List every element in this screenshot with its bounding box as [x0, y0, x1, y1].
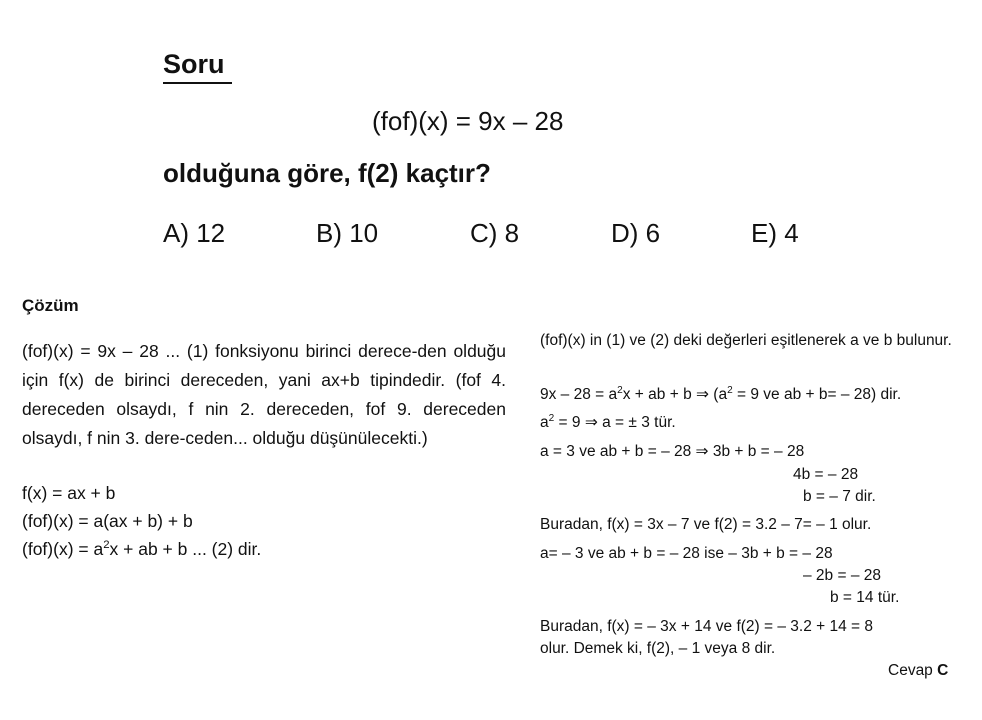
- option-e: E) 4: [751, 218, 799, 248]
- right-line-11: olur. Demek ki, f(2), – 1 veya 8 dir.: [540, 640, 776, 657]
- option-b: B) 10: [316, 218, 379, 248]
- solution-line-fof2: $(fof)(x) = a^2x$ + ab + b ... (2) dir.: [22, 539, 262, 559]
- right-line-4: 4b = – 28: [793, 466, 859, 483]
- option-a: A) 12: [163, 218, 226, 248]
- right-line-9: b = 14 tür.: [830, 589, 900, 606]
- solution-line-fof1: (fof)(x) = a(ax + b) + b: [22, 511, 193, 531]
- answer-letter: C: [937, 662, 949, 679]
- solution-label: Çözüm: [22, 296, 79, 315]
- answer: Cevap C: [888, 662, 949, 679]
- solution-paragraph: (fof)(x) = 9x – 28 ... (1) fonksiyonu birinci derece-den olduğu için f(x) de birinci dereceden, yani ax+b tipindedir. (fof 4. dereceden olsaydı, f nin 2. dereceden, fof 9. dereceden olsaydı, f nin 3. dere-ceden... olduğu düşünülecekti.): [22, 341, 506, 448]
- solution-line-fx: f(x) = ax + b: [22, 483, 116, 503]
- right-line-7: a= – 3 ve ab + b = – 28 ise – 3b + b = – 28: [540, 545, 833, 562]
- right-line-5: b = – 7 dir.: [803, 488, 876, 505]
- option-d: D) 6: [611, 218, 661, 248]
- right-intro: (fof)(x) in (1) ve (2) deki değerleri eşitlenerek a ve b bulunur.: [540, 332, 952, 349]
- right-line-6: Buradan, f(x) = 3x – 7 ve f(2) = 3.2 – 7= – 1 olur.: [540, 516, 872, 533]
- question-label-underline: [163, 82, 232, 84]
- right-line-8: – 2b = – 28: [803, 567, 881, 584]
- question-label: Soru: [163, 49, 225, 79]
- question-equation: (fof)(x) = 9x – 28: [372, 106, 564, 136]
- right-line-3: a = 3 ve ab + b = – 28 ⇒ 3b + b = – 28: [540, 443, 805, 460]
- option-c: C) 8: [470, 218, 520, 248]
- right-line-10: Buradan, f(x) = – 3x + 14 ve f(2) = – 3.2 + 14 = 8: [540, 618, 874, 635]
- right-line-2: $a^2 = 9$ ⇒ a = ± 3 tür.: [540, 412, 676, 431]
- question-prompt: olduğuna göre, f(2) kaçtır?: [163, 158, 491, 188]
- right-line-1: $9x - 28 = a^2x$ + ab + b ⇒ ($a^2 = 9$ ve ab + b= – 28) dir.: [540, 384, 902, 403]
